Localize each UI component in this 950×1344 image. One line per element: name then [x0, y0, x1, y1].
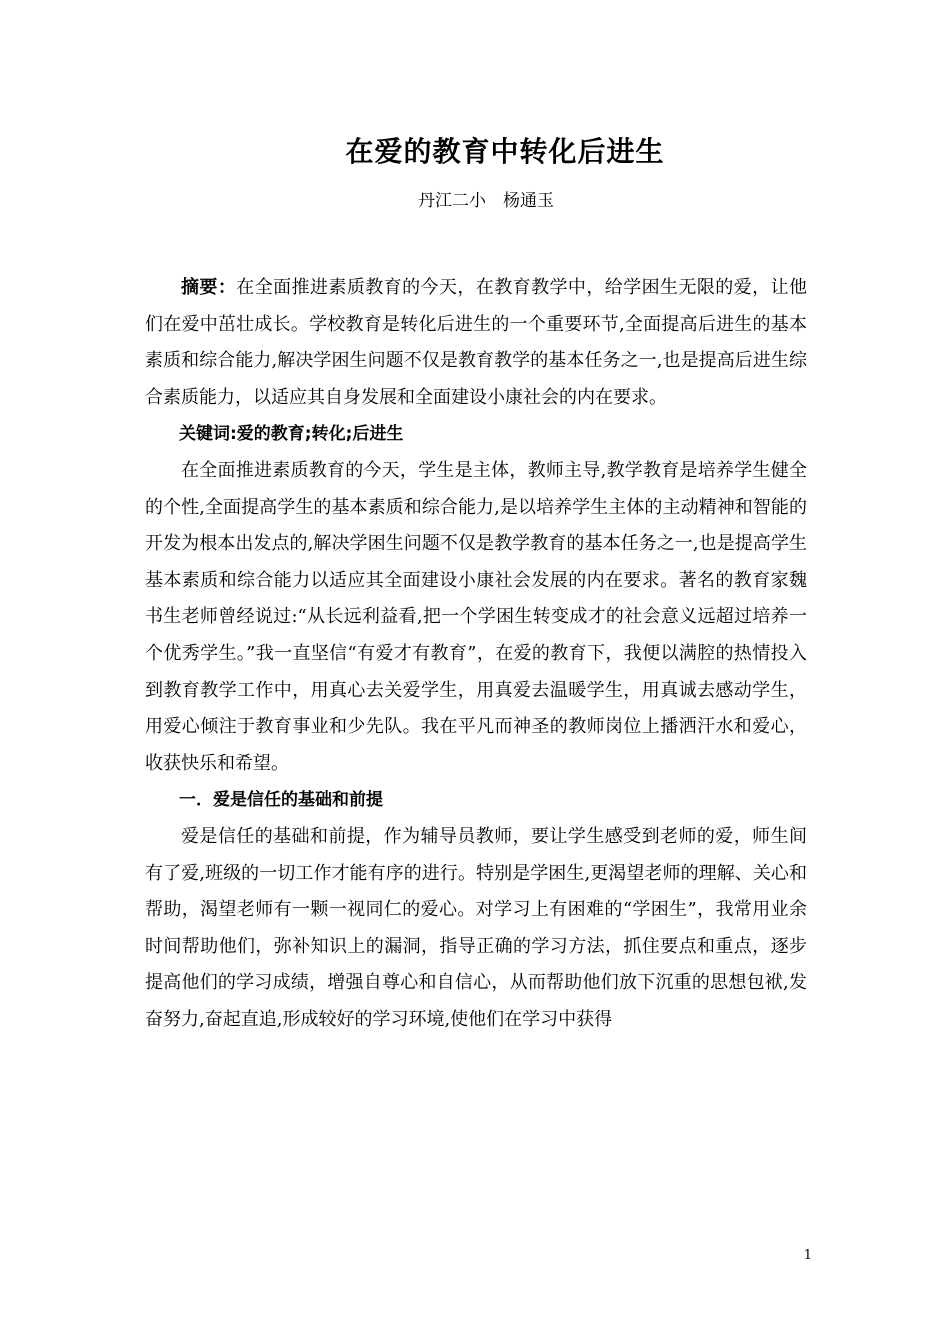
section-heading-1: 一．爱是信任的基础和前提: [179, 790, 383, 811]
abstract-paragraph: [145, 270, 807, 416]
body-paragraph-1: 在全面推进素质教育的今天，学生是主体，教师主导,教学教育是培养学生健全的个性,全面提高学生的基本素质和综合能力,是以培养学生主体的主动精神和智能的开发为根本出发点的,解决学困生问题不仅是教学教育的基本任务之一,也是提高学生基本素质和综合能力以适应其全面建设小康社会发展的内在要求。著名的教育家魏书生老师曾经说过:“从长远利益看,把一个学困生转变成才的社会意义远超过培养一个优秀学生。”我一直坚信“有爱才有教育”，在爱的教育下，我便以满腔的热情投入到教育教学工作中，用真心去关爱学生，用真爱去温暖学生，用真诚去感动学生，用爱心倾注于教育事业和少先队。我在平凡而神圣的教师岗位上播洒汗水和爱心，收获快乐和希望。: [145, 459, 807, 774]
page-number: 1: [803, 1248, 812, 1263]
document-body: [145, 270, 807, 1038]
abstract-text: 在全面推进素质教育的今天，在教育教学中，给学困生无限的爱，让他们在爱中茁壮成长。学校教育是转化后进生的一个重要环节,全面提高后进生的基本素质和综合能力,解决学困生问题不仅是教育教学的基本任务之一,也是提高后进生综合素质能力，以适应其自身发展和全面建设小康社会的内在要求。: [145, 277, 808, 408]
document-author: 丹江二小 杨通玉: [418, 191, 554, 211]
keywords-line: 关键词:爱的教育;转化;后进生: [179, 424, 404, 445]
document-title: 在爱的教育中转化后进生: [345, 135, 665, 168]
abstract-label: 摘要：: [181, 277, 237, 298]
body-paragraph-2: 爱是信任的基础和前提，作为辅导员教师，要让学生感受到老师的爱，师生间有了爱,班级的一切工作才能有序的进行。特别是学困生,更渴望老师的理解、关心和帮助，渴望老师有一颗一视同仁的爱心。对学习上有困难的“学困生”，我常用业余时间帮助他们，弥补知识上的漏洞，指导正确的学习方法，抓住要点和重点，逐步提高他们的学习成绩，增强自尊心和自信心，从而帮助他们放下沉重的思想包袱,发奋努力,奋起直追,形成较好的学习环境,使他们在学习中获得: [145, 825, 807, 1030]
